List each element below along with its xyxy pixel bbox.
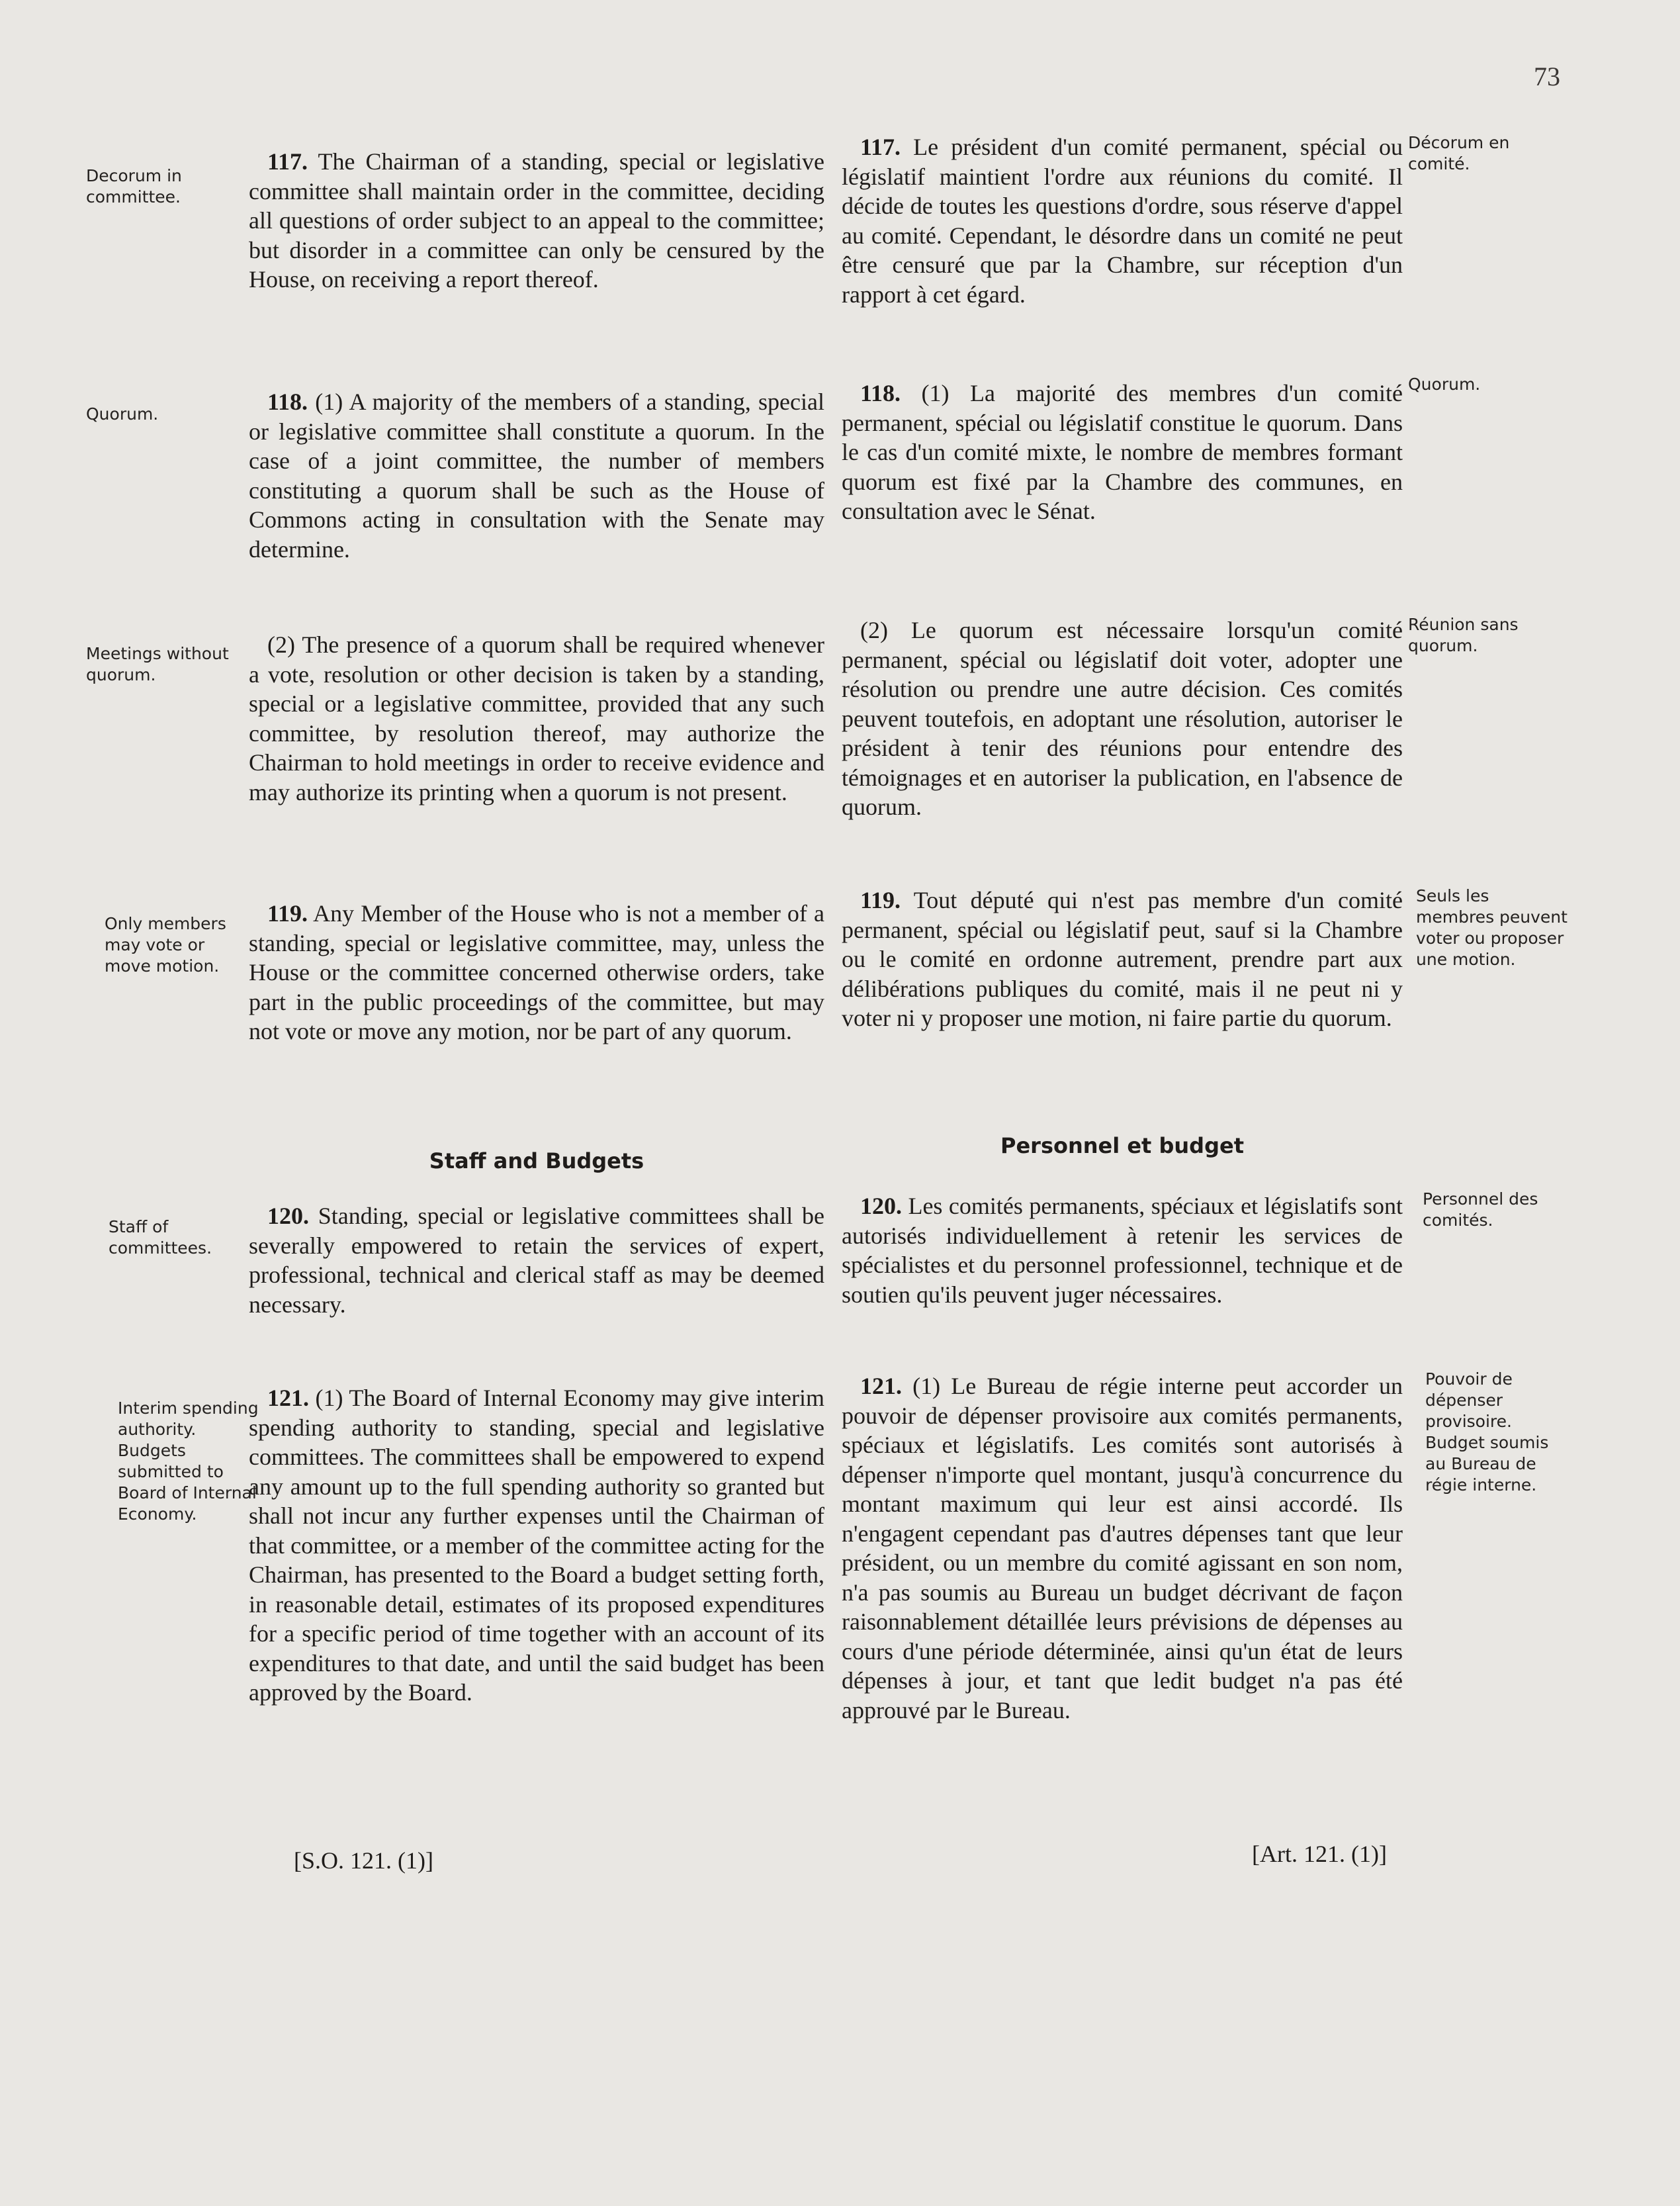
section-fr-119: [842, 886, 1403, 1033]
section-text: Le président d'un comité permanent, spécial ou législatif maintient l'ordre aux réunions du comité. Il décide de toutes les questions d'ordre, sous réserve d'appel au comité. Cependant, le désordre dans un comité ne peut être censuré que par la Chambre, sur réception d'un rapport à cet égard.: [842, 134, 1403, 308]
marginal-note-en-121: Interim spending authority. Budgets submitted to Board of Internal Economy.: [118, 1399, 259, 1524]
marginal-note-en-118-2: Meetings without quorum.: [86, 644, 229, 684]
section-number: 117.: [267, 148, 308, 175]
marginal-note-fr-121: Pouvoir de dépenser provisoire. Budget soumis au Bureau de régie interne.: [1425, 1369, 1549, 1494]
section-number: 117.: [860, 134, 901, 160]
section-number: 121.: [267, 1385, 309, 1411]
section-en-117: [249, 147, 824, 295]
reference-fr: [Art. 121. (1)]: [1252, 1841, 1387, 1867]
section-en-118-2: [249, 630, 824, 807]
section-fr-117: [842, 132, 1403, 309]
marginal-note-fr-118-1: Quorum.: [1408, 375, 1481, 394]
section-en-118-1: [249, 387, 824, 564]
section-text: Standing, special or legislative committees shall be severally empowered to retain the services of expert, professional, technical and clerical staff as may be deemed necessary.: [249, 1203, 824, 1318]
marginal-note-en-120: Staff of committees.: [109, 1217, 212, 1258]
section-number: 119.: [860, 887, 901, 913]
section-number: 120.: [860, 1193, 902, 1219]
marginal-note-en-118-1: Quorum.: [86, 404, 159, 424]
section-text: The Chairman of a standing, special or legislative committee shall maintain order in the committee, deciding all questions of order subject to an appeal to the committee; but disorder in a committee can only be censured by the House, on receiving a report thereof.: [249, 148, 824, 293]
marginal-note-fr-119: Seuls les membres peuvent voter ou proposer une motion.: [1416, 886, 1568, 969]
section-number: 121.: [860, 1373, 902, 1399]
section-text: (2) Le quorum est nécessaire lorsqu'un comité permanent, spécial ou législatif doit voter, adopter une résolution ou prendre une autre décision. Ces comités peuvent toutefois, en adoptant une résolution, autoriser le président à tenir des réunions pour entendre des témoignages et en autoriser la publication, en l'absence de quorum.: [842, 617, 1403, 820]
section-number: 119.: [267, 900, 308, 927]
section-en-121: [249, 1383, 824, 1708]
section-fr-121: [842, 1371, 1403, 1725]
section-heading-en: Staff and Budgets: [429, 1148, 644, 1173]
reference-en: [S.O. 121. (1)]: [294, 1847, 433, 1874]
marginal-note-fr-118-2: Réunion sans quorum.: [1408, 615, 1519, 655]
section-fr-118-1: [842, 379, 1403, 526]
section-number: 120.: [267, 1203, 309, 1229]
section-en-119: [249, 899, 824, 1046]
section-number: 118.: [860, 380, 901, 406]
section-text: (1) Le Bureau de régie interne peut accorder un pouvoir de dépenser provisoire aux comités permanents, spéciaux et législatifs. Les comités sont autorisés à dépenser n'importe quel montant, jusqu'à concurrence du montant maximum qui leur est ainsi accordé. Ils n'engagent cependant pas d'autres dépenses tant que leur président, ou un membre du comité agissant en son nom, n'a pas soumis au Bureau un budget décrivant de façon raisonnablement détaillée leurs prévisions de dépenses au cours d'une période déterminée, ainsi qu'un état de leurs dépenses à jour, et tant que ledit budget n'a pas été approuvé par le Bureau.: [842, 1373, 1403, 1723]
section-text: Any Member of the House who is not a member of a standing, special or legislative committee, may, unless the House or the committee concerned otherwise orders, take part in the public proceedings of the committee, but may not vote or move any motion, nor be part of any quorum.: [249, 900, 824, 1044]
section-heading-fr: Personnel et budget: [1000, 1133, 1244, 1158]
section-text: (2) The presence of a quorum shall be required whenever a vote, resolution or other decision is taken by a standing, special or a legislative committee, provided that any such committee, by resolution thereof, may authorize the Chairman to hold meetings in order to receive evidence and may authorize its printing when a quorum is not present.: [249, 631, 824, 805]
marginal-note-fr-117: Décorum en comité.: [1408, 133, 1510, 173]
section-en-120: [249, 1201, 824, 1319]
page-number: 73: [1534, 62, 1560, 91]
section-number: 118.: [267, 389, 308, 415]
section-text: (1) A majority of the members of a standing, special or legislative committee shall constitute a quorum. In the case of a joint committee, the number of members constituting a quorum shall be such as the House of Commons acting in consultation with the Senate may determine.: [249, 389, 824, 563]
section-text: (1) La majorité des membres d'un comité permanent, spécial ou législatif constitue le quorum. Dans le cas d'un comité mixte, le nombre de membres formant quorum est fixé par la Chambre des communes, en consultation avec le Sénat.: [842, 380, 1403, 524]
section-text: Les comités permanents, spéciaux et législatifs sont autorisés individuellement à retenir les services de spécialistes et du personnel professionnel, technique et de soutien qu'ils peuvent juger nécessaires.: [842, 1193, 1403, 1308]
section-text: Tout député qui n'est pas membre d'un comité permanent, spécial ou législatif peut, sauf si la Chambre ou le comité en ordonne autrement, prendre part aux délibérations publiques du comité, mais il ne peut ni y voter ni y proposer une motion, ni faire partie du quorum.: [842, 887, 1403, 1031]
section-fr-120: [842, 1191, 1403, 1309]
marginal-note-en-119: Only members may vote or move motion.: [105, 914, 226, 976]
marginal-note-en-117: Decorum in committee.: [86, 166, 182, 207]
section-fr-118-2: [842, 616, 1403, 822]
section-text: (1) The Board of Internal Economy may give interim spending authority to standing, special and legislative committees. The committees shall be empowered to expend any amount up to the full spending authority so granted but shall not incur any further expenses until the Chairman of that committee, or a member of the committee acting for the Chairman, has presented to the Board a budget setting forth, in reasonable detail, estimates of its proposed expenditures for a specific period of time together with an account of its expenditures to that date, and until the said budget has been approved by the Board.: [249, 1385, 824, 1706]
marginal-note-fr-120: Personnel des comités.: [1423, 1189, 1538, 1230]
